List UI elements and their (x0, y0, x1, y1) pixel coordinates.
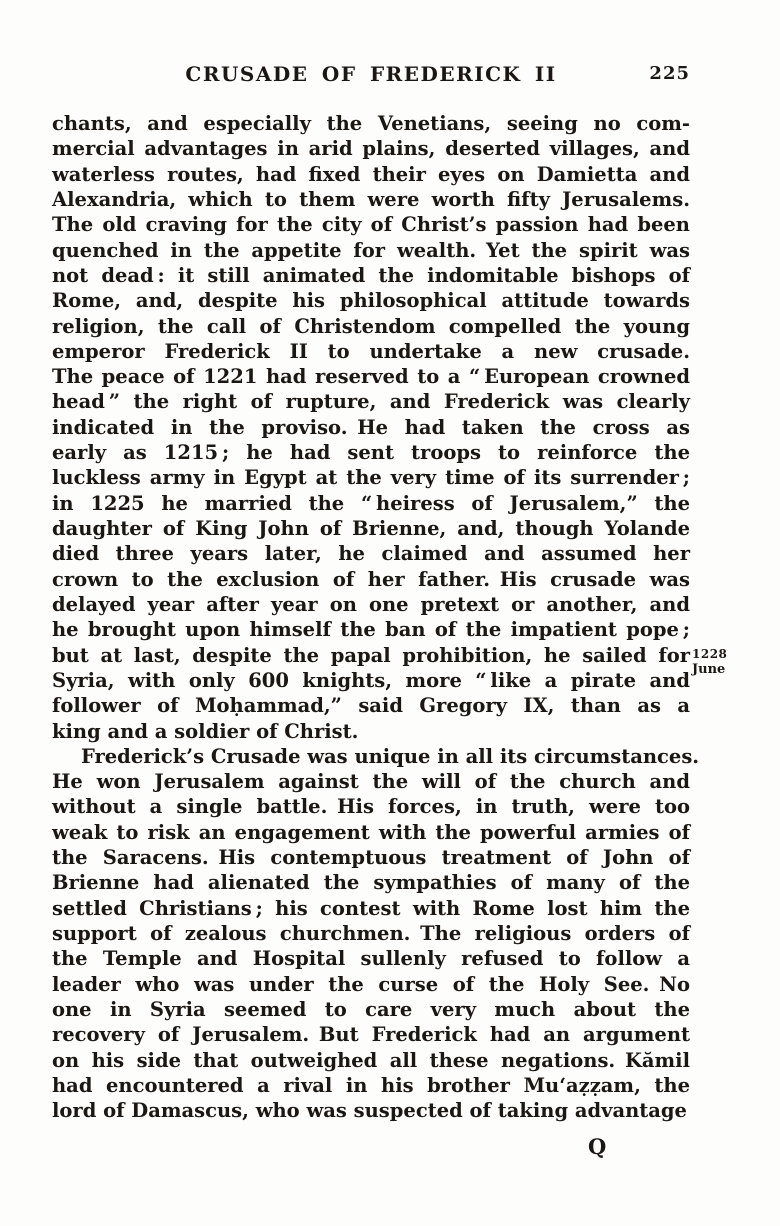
text-line: leader who was under the curse of the Holy See. No (52, 972, 690, 996)
page-title: CRUSADE OF FREDERICK II (185, 62, 557, 86)
margin-note-year: 1228 (692, 647, 728, 661)
margin-date-note (692, 648, 776, 677)
page-text (52, 111, 700, 1124)
text-line: without a single battle. His forces, in truth, were too (52, 795, 690, 819)
text-line: Brienne had alienated the sympathies of many of the (52, 871, 690, 895)
text-line: Rome, and, despite his philosophical attitude towards (52, 289, 690, 313)
text-line: religion, the call of Christendom compelled the young (52, 314, 690, 338)
text-line: daughter of King John of Brienne, and, though Yolande (52, 517, 690, 540)
text-line: lord of Damascus, who was suspected of taking advantage (52, 1099, 687, 1123)
text-line: waterless routes, had fixed their eyes on Damietta and (52, 162, 690, 186)
page-number: 225 (649, 63, 690, 84)
margin-note-month: June (692, 662, 726, 678)
text-line: on his side that outweighed all these negations. Kămil (52, 1048, 690, 1072)
text-line: had encountered a rival in his brother Mu‘aẓẓam, the (52, 1073, 690, 1097)
text-line: quenched in the appetite for wealth. Yet the spirit was (52, 238, 690, 262)
text-line: recovery of Jerusalem. But Frederick had an argument (52, 1023, 690, 1047)
text-line: indicated in the proviso. He had taken the cross as (52, 415, 690, 439)
text-line: early as 1215 ; he had sent troops to reinforce the (52, 441, 690, 465)
text-line: The peace of 1221 had reserved to a “ European crowned (52, 365, 690, 389)
text-line: but at last, despite the papal prohibition, he sailed for (52, 643, 690, 667)
text-line: luckless army in Egypt at the very time of its surrender ; (52, 466, 690, 490)
text-line: chants, and especially the Venetians, seeing no com- (52, 112, 690, 135)
paragraph (52, 111, 690, 744)
text-line: weak to risk an engagement with the powerful armies of (52, 820, 690, 844)
text-line: the Saracens. His contemptuous treatment of John of (52, 846, 690, 870)
text-line: crown to the exclusion of her father. His crusade was (52, 567, 690, 591)
text-line: not dead : it still animated the indomitable bishops of (52, 263, 690, 287)
text-line: he brought upon himself the ban of the impatient pope ; (52, 618, 690, 642)
text-line: emperor Frederick II to undertake a new crusade. (52, 339, 690, 363)
text-line: delayed year after year on one pretext or another, and (52, 592, 690, 616)
text-line: Syria, with only 600 knights, more “ like a pirate and (52, 668, 690, 692)
text-line: Frederick’s Crusade was unique in all its circumstances. (81, 744, 700, 768)
running-head (52, 62, 690, 90)
text-line: head ” the right of rupture, and Frederick was clearly (52, 390, 690, 414)
text-line: Alexandria, which to them were worth fifty Jerusalems. (52, 187, 690, 211)
text-line: support of zealous churchmen. The religious orders of (52, 922, 690, 945)
text-line: king and a soldier of Christ. (52, 719, 359, 743)
text-line: The old craving for the city of Christ’s passion had been (52, 213, 690, 237)
text-line: follower of Moḥammad,” said Gregory IX, than as a (52, 694, 690, 718)
text-line: He won Jerusalem against the will of the church and (52, 770, 690, 794)
text-line: one in Syria seemed to care very much about the (52, 997, 690, 1021)
text-line: in 1225 he married the “ heiress of Jerusalem,” the (52, 491, 690, 515)
paragraph (52, 744, 700, 1124)
text-line: the Temple and Hospital sullenly refused to follow a (52, 947, 690, 971)
text-line: settled Christians ; his contest with Rome lost him the (52, 896, 690, 920)
text-line: died three years later, he claimed and assumed her (52, 542, 690, 566)
signature-mark: Q (588, 1134, 607, 1159)
text-line: mercial advantages in arid plains, deserted villages, and (52, 137, 690, 161)
